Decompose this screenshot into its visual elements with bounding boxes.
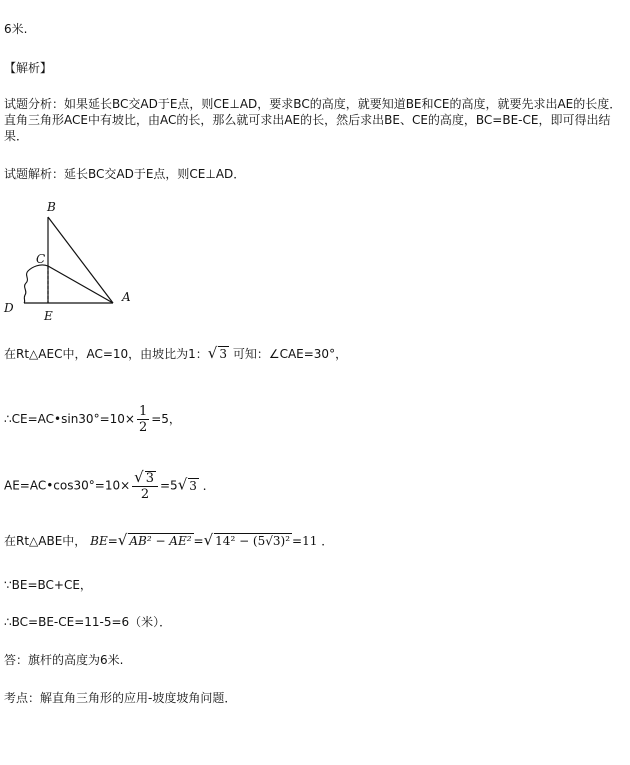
step4-lhs: BE (90, 534, 108, 548)
step5: ∵BE=BC+CE， (4, 578, 92, 592)
label-E: E (44, 309, 53, 323)
kaodian: 考点：解直角三角形的应用-坡度坡角问题． (4, 691, 237, 705)
step3-suffix: ． (202, 478, 215, 493)
fraction-numerator: 1 (138, 404, 148, 419)
step3-prefix: AE=AC•cos30°=10× (4, 478, 131, 493)
sqrt-sign: √ (207, 344, 218, 362)
fraction-denominator: 2 (140, 487, 150, 502)
step3-radicand: 3 (189, 478, 197, 493)
label-A: A (122, 290, 131, 304)
solution-intro: 试题解析：延长BC交AD于E点，则CE⊥AD． (4, 167, 246, 181)
step3 (4, 470, 215, 502)
triangle-diagram (0, 195, 150, 330)
answer-top: 6米. (4, 22, 28, 36)
fraction-root3-2 (132, 470, 158, 502)
analysis-paragraph: 试题分析：如果延长BC交AD于E点，则CE⊥AD，要求BC的高度，就要知道BE和CE的高度，就要先求出AE的长度．直角三角形ACE中有坡比，由AC的长，那么就可求出AE的长，然后求出BE、CE的高度，BC=BE-CE，即可得出结果． (4, 97, 622, 143)
step1-suffix: 可知：∠CAE=30°， (232, 347, 348, 361)
step4: 在Rt△ABE中， BE=√ AB² − AE² =√ 14² − (5√3)² =11 ． (4, 531, 334, 549)
step1-prefix: 在Rt△AEC中，AC=10，由坡比为1： (4, 347, 208, 361)
step2-prefix: ∴CE=AC•sin30°=10× (4, 412, 135, 426)
label-B: B (47, 200, 56, 214)
sqrt-sign: √ (134, 468, 144, 486)
fraction-1-2 (137, 404, 149, 435)
sqrt-sign: √ (177, 475, 188, 494)
section-heading: 【解析】 (4, 61, 53, 75)
step6: ∴BC=BE-CE=11-5=6（米）． (4, 615, 172, 629)
slope-curve (24, 265, 48, 303)
fraction-denominator: 2 (138, 420, 148, 435)
line-CA (48, 266, 113, 303)
label-D: D (4, 301, 14, 315)
step1-radicand: 3 (219, 347, 227, 361)
step4-inner2: 14² − (5√3)² (215, 534, 291, 548)
fraction-numerator: √ 3 (132, 470, 158, 487)
line-BA (48, 217, 113, 303)
step4-inner1: AB² − AE² (129, 534, 192, 548)
step3-mid: =5 (159, 478, 178, 493)
sqrt-sign: √ (117, 531, 128, 549)
step4-prefix: 在Rt△ABE中， (4, 534, 87, 548)
step1 (4, 345, 347, 362)
step4-result: =11 (292, 534, 318, 548)
step4-end: ． (321, 534, 334, 548)
final-answer: 答：旗杆的高度为6米. (4, 653, 124, 667)
step2-suffix: =5， (151, 412, 181, 426)
step2 (4, 404, 181, 435)
label-C: C (36, 252, 46, 266)
sqrt-sign: √ (203, 531, 214, 549)
